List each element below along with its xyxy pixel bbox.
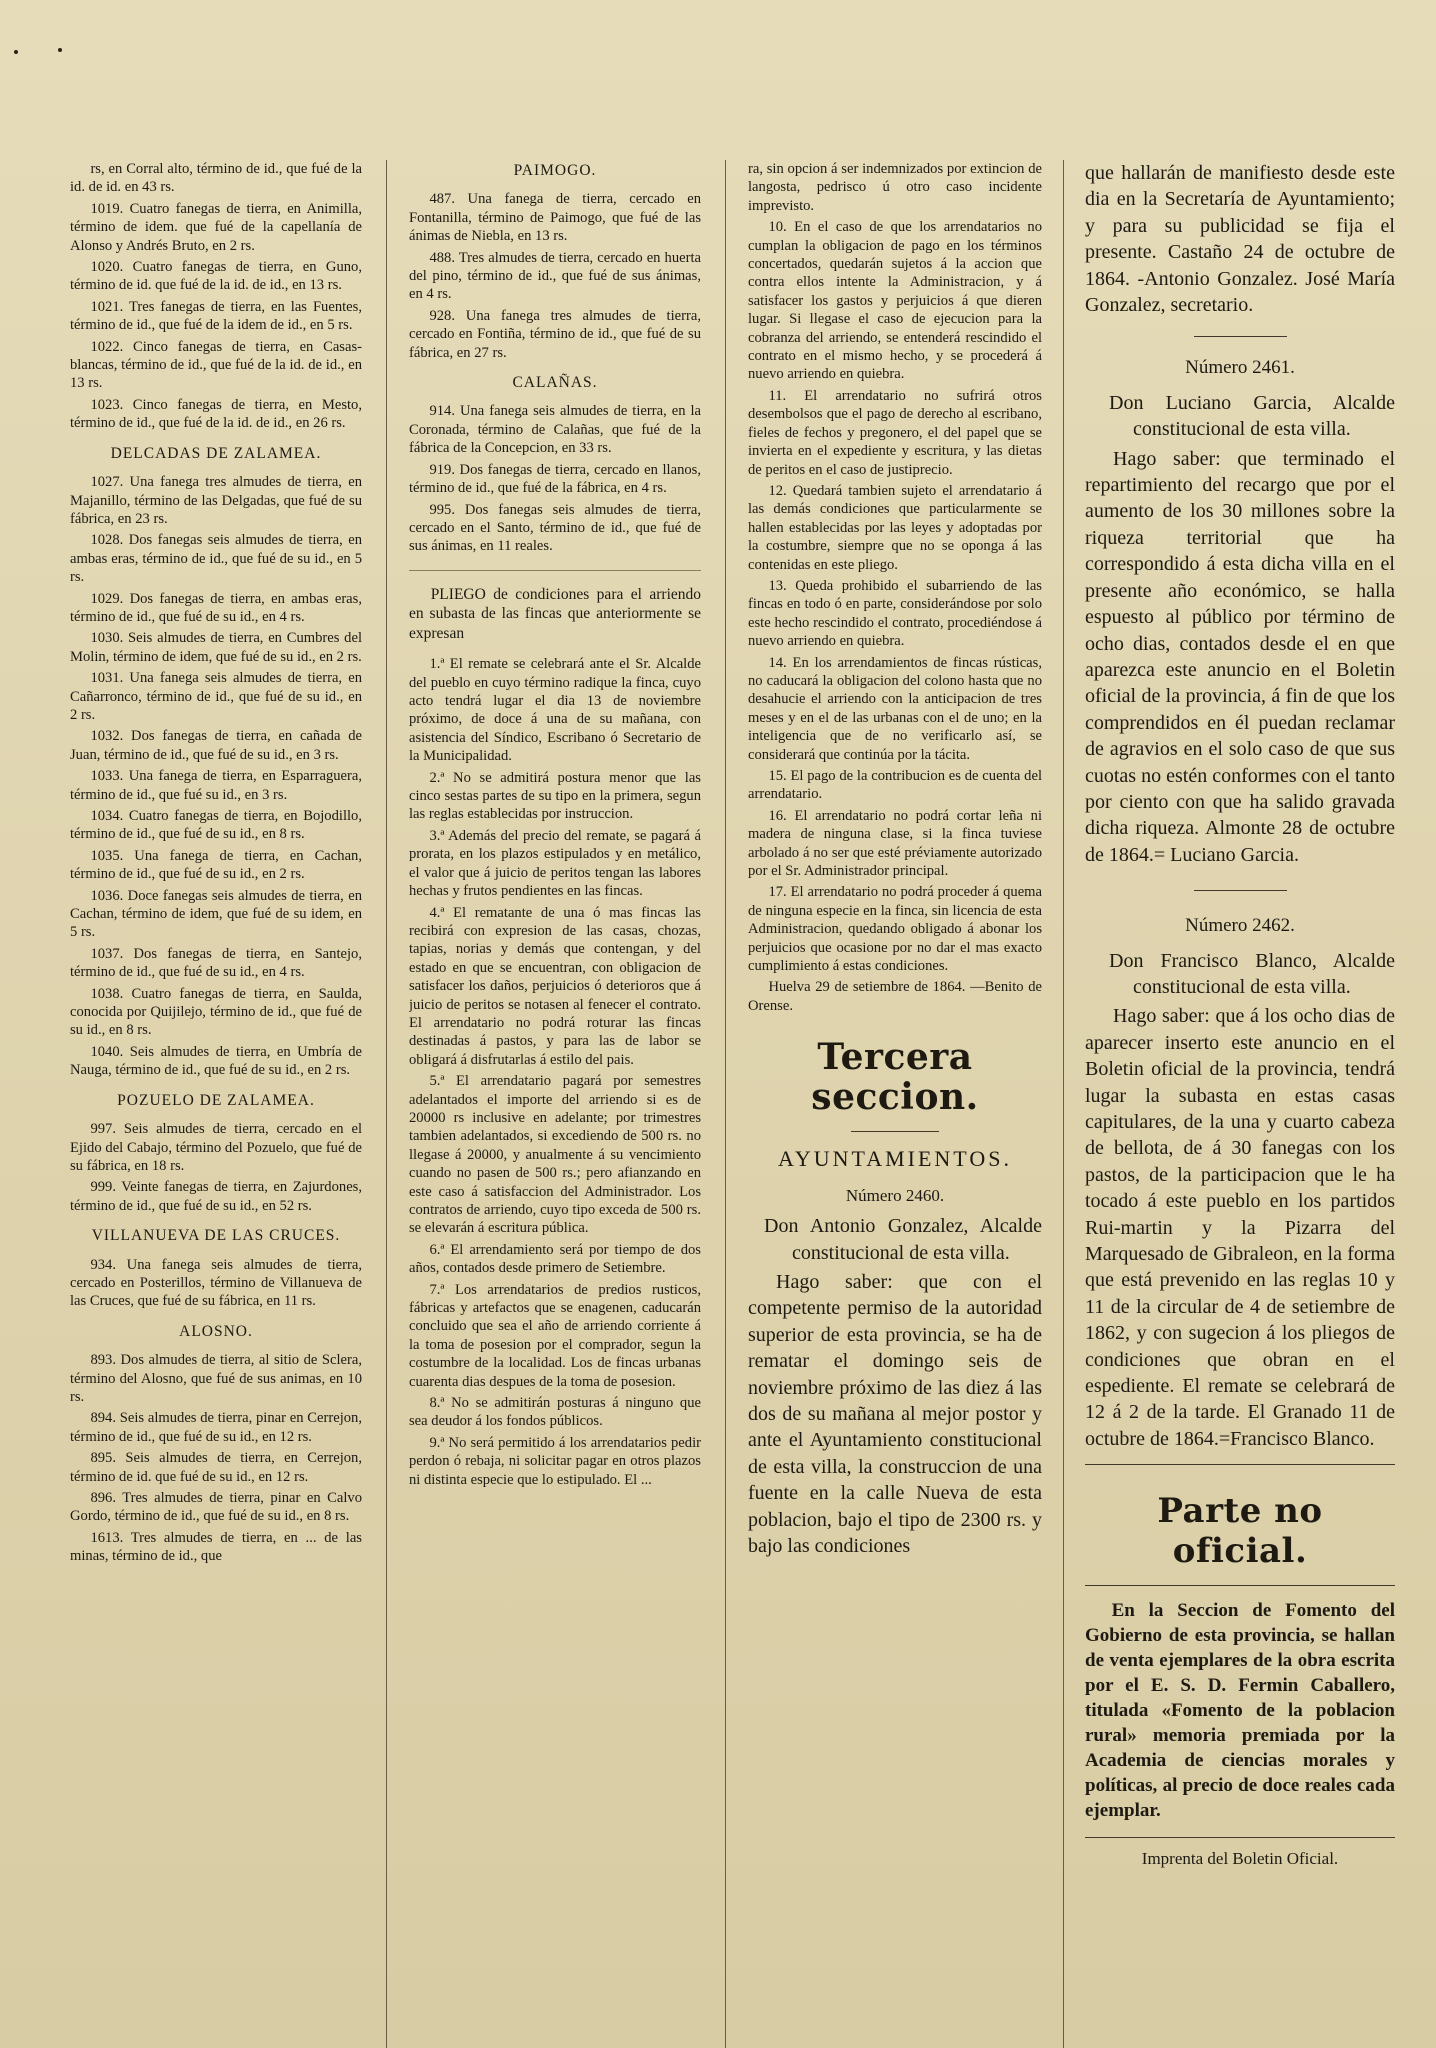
divider [1194, 890, 1287, 891]
section-subtitle: AYUNTAMIENTOS. [778, 1146, 1012, 1172]
list-item: 893. Dos almudes de tierra, al sitio de Sclera, término del Alosno, que fué de sus animas, en 10 rs. [70, 1352, 362, 1405]
notice-body: Hago saber: que con el competente permiso de la autoridad superior de esta provincia, se ha de rematar el domingo seis de noviembre próximo de las diez á las dos de su mañana al mejor postor y ante el Ayuntamiento constitucional de esta villa, la construccion de una fuente en la calle Nueva de esta poblacion, bajo el tipo de 2300 rs. y bajo las condiciones [748, 1270, 1042, 1557]
column-3 [748, 160, 1042, 2048]
printer-credit: Imprenta del Boletin Oficial. [1141, 1849, 1339, 1869]
condition-item: 4.ª El rematante de una ó mas fincas las recibirá con expresion de las casas, chozas, tapias, norias y demás que contengan, y del estado en que se encuentran, con obligacion de satisfacer los daños, perjuicios ó deterioros que á juicio de peritos se notasen al fenecer el contrato. El arrendatario no podrá roturar las fincas destinadas á pastos, y para las de labor se obligará á disfrutarlas á estilo del pais. [409, 904, 701, 1068]
notice-heading: Don Francisco Blanco, Alcalde constitucional de esta villa. [1109, 949, 1395, 998]
list-item: 488. Tres almudes de tierra, cercado en huerta del pino, término de id., que fué de sus ánimas, en 4 rs. [409, 249, 701, 303]
list-item: 1613. Tres almudes de tierra, en ... de las minas, término de id., que [70, 1529, 362, 1565]
section-heading: VILLANUEVA DE LAS CRUCES. [91, 1227, 341, 1245]
notice-body: En la Seccion de Fomento del Gobierno de esta provincia, se hallan de venta ejemplares de la obra escrita por el E. S. D. Fermin Caballero, titulada «Fomento de la poblacion rural» memoria premiada por la Academia de ciencias morales y políticas, al precio de doce reales cada ejemplar. [1085, 1600, 1395, 1822]
list-item: 928. Una fanega tres almudes de tierra, cercado en Fontiña, término de id., que fué de su fábrica, en 27 rs. [409, 307, 701, 361]
condition-item: 6.ª El arrendamiento será por tiempo de dos años, contados desde primero de Setiembre. [409, 1241, 701, 1277]
condition-item: ra, sin opcion á ser indemnizados por extincion de langosta, pedrisco ú otro caso incidente imprevisto. [748, 161, 1042, 214]
notice-body: que hallarán de manifiesto desde este dia en la Secretaría de Ayuntamiento; y para su publicidad se fija el presente. Castaño 24 de octubre de 1864. -Antonio Gonzalez. José María Gonzalez, secretario. [1085, 162, 1395, 317]
section-heading: ALOSNO. [179, 1322, 253, 1340]
section-heading: DELCADAS DE ZALAMEA. [110, 444, 322, 462]
list-item: 1021. Tres fanegas de tierra, en las Fuentes, término de id., que fué de la idem de id., en 5 rs. [70, 298, 362, 334]
list-item: 1035. Una fanega de tierra, en Cachan, término de id., que fué de su id., en 2 rs. [70, 847, 362, 883]
notice-number: Número 2462. [1185, 915, 1295, 937]
list-item: rs, en Corral alto, término de id., que fué de la id. de id. en 43 rs. [70, 161, 362, 196]
column-1 [70, 160, 362, 2048]
divider [1085, 1837, 1395, 1838]
condition-item: 12. Quedará tambien sujeto el arrendatario á las demás condiciones que particularmente se hallen establecidas por las leyes y adoptadas por la costumbre, siempre que no se oponga á las contenidas en este pliego. [748, 482, 1042, 573]
list-item: 895. Seis almudes de tierra, en Cerrejon, término de id. que fué de su id., en 12 rs. [70, 1450, 362, 1485]
list-item: 1029. Dos fanegas de tierra, en ambas eras, término de id., que fué de su id., en 4 rs. [70, 590, 362, 625]
list-item: 919. Dos fanegas de tierra, cercado en llanos, término de id., que fué de la fábrica, en 4 rs. [409, 461, 701, 497]
condition-item: 2.ª No se admitirá postura menor que las cinco sestas partes de su tipo en la primera, segun las reglas establecidas por instruccion. [409, 769, 701, 823]
divider [1085, 1464, 1395, 1465]
list-item: 934. Una fanega seis almudes de tierra, cercado en Posterillos, término de Villanueva de las Cruces, que fué de su fábrica, en 11 rs. [70, 1256, 362, 1310]
notice-body: Hago saber: que terminado el repartimiento del recargo que por el aumento de los 30 millones sobre la riqueza territorial que ha correspondido á esta dicha villa en el presente año económico, se halla espuesto al público por término de ocho dias, contados desde el en que aparezca este anuncio en el Boletin oficial de la provincia, á fin de que los comprendidos en él puedan reclamar de agravios en el solo caso de que sus cuotas no estén conformes con el tanto por ciento con que ha salido gravada dicha riqueza. Almonte 28 de octubre de 1864.= Luciano Garcia. [1085, 447, 1395, 866]
condition-item: 13. Queda prohibido el subarriendo de las fincas en todo ó en parte, considerándose por solo este hecho rescindido el contrato, procediéndose á nuevo arriendo en quiebra. [748, 577, 1042, 650]
divider [851, 1131, 939, 1132]
notice-number: Número 2460. [845, 1185, 945, 1205]
column-rule [386, 160, 387, 2048]
list-item: 1019. Cuatro fanegas de tierra, en Animilla, término de idem. que fué de la capellanía de Alonso y Andrés Bruto, en 2 rs. [70, 200, 362, 254]
notice-heading: Don Luciano Garcia, Alcalde constitucional de esta villa. [1109, 391, 1395, 441]
list-item: 1038. Cuatro fanegas de tierra, en Saulda, conocida por Quijilejo, término de id., que fué de su id., en 8 rs. [70, 985, 362, 1039]
list-item: 1027. Una fanega tres almudes de tierra, en Majanillo, término de las Delgadas, que fué de su fábrica, en 23 rs. [70, 474, 362, 527]
condition-item: 3.ª Además del precio del remate, se pagará á prorata, en los plazos estipulados y en metálico, el valor que á juicio de peritos tengan las labores hechas y frutos pendientes en las fincas. [409, 827, 701, 900]
list-item: 1022. Cinco fanegas de tierra, en Casas-blancas, término de id., que fué de la id. de id., en 13 rs. [70, 338, 362, 392]
list-item: 1023. Cinco fanegas de tierra, en Mesto, término de id., que fué de la id. de id., en 26 rs. [70, 396, 362, 432]
column-rule [725, 160, 726, 2048]
condition-item: 15. El pago de la contribucion es de cuenta del arrendatario. [748, 768, 1042, 803]
list-item: 1030. Seis almudes de tierra, en Cumbres del Molin, término de idem, que fué de su id., en 2 rs. [70, 630, 362, 665]
condition-item: 17. El arrendatario no podrá proceder á quema de ninguna especie en la finca, sin licencia de esta Administracion, quedando obligado á abonar los perjuicios que ocasione por no dar el mas exacto cumplimiento á estas condiciones. [748, 884, 1042, 975]
section-title: Parte no oficial. [1157, 1491, 1323, 1572]
list-item: 995. Dos fanegas seis almudes de tierra, cercado en el Santo, término de id., que fué de sus ánimas, en 11 reales. [409, 501, 701, 555]
condition-item: 9.ª No será permitido á los arrendatarios pedir perdon ó rebaja, ni solicitar pagar en otros plazos ni distinta especie que lo estipulado. El ... [409, 1434, 701, 1488]
condition-item: 14. En los arrendamientos de fincas rústicas, no caducará la obligacion del colono hasta que no desahucie el arriendo con la anticipacion de tres meses y en el de las urbanas con el de uno; en la inteligencia que de no verificarlo así, se considerará que continúa por la tácita. [748, 654, 1042, 763]
pliego-title: PLIEGO de condiciones para el arriendo en subasta de las fincas que anteriormente se expresan [409, 585, 701, 642]
condition-item: 1.ª El remate se celebrará ante el Sr. Alcalde del pueblo en cuyo término radique la finca, cuyo acto tendrá lugar el dia 13 de noviembre próximo, de doce á una de su mañana, con asistencia del Síndico, Escribano ó Secretario de la Municipalidad. [409, 656, 701, 765]
section-heading: PAIMOGO. [513, 162, 597, 179]
divider [409, 570, 701, 571]
condition-item: 7.ª Los arrendatarios de predios rusticos, fábricas y artefactos que se enagenen, caducarán concluido que sea el año de arriendo corriente á la toma de posesion por el comprador, segun la costumbre de la localidad. Los de fincas urbanas cuarenta dias despues de la toma de posesion. [409, 1281, 701, 1390]
condition-item: 16. El arrendatario no podrá cortar leña ni madera de ninguna clase, si la finca tuviese arbolado á no ser que esté préviamente autorizado por el Sr. Administrador principal. [748, 807, 1042, 880]
divider [1085, 1585, 1395, 1586]
list-item: 1036. Doce fanegas seis almudes de tierra, en Cachan, término de idem, que fué de su idem, en 5 rs. [70, 887, 362, 941]
notice-body: Hago saber: que á los ocho dias de aparecer inserto este anuncio en el Boletin oficial de la provincia, tendrá lugar la subasta en estas casas capitulares, de la una y cuarto cabeza de bellota, de á 30 fanegas con los pastos, de la participacion que le ha tocado á este pueblo en los partidos Rui-martin y la Pizarra del Marquesado de Gibraleon, en la forma que está prevenido en las reglas 10 y 11 de la circular de 4 de setiembre de 1862, y con sugecion á los pliegos de condiciones que obran en el espediente. El remate se celebrará de 12 á 2 de la tarde. El Granado 11 de octubre de 1864.=Francisco Blanco. [1085, 1005, 1395, 1450]
list-item: 1020. Cuatro fanegas de tierra, en Guno, término de id. que fué de la id. de id., en 13 rs. [70, 259, 362, 294]
condition-item: 5.ª El arrendatario pagará por semestres adelantados el importe del arriendo si es de 20000 rs inclusive en adelante; por trimestres tambien adelantados, si excediendo de 500 rs. no llegase á 20000, y anualmente á su vencimiento cuando no pasen de 500 rs.; pero afianzando en este caso á satisfaccion del Administrador. Los contratos de arriendo, cuyo tipo exceda de 500 rs. se elevarán á escritura pública. [409, 1073, 701, 1237]
list-item: 896. Tres almudes de tierra, pinar en Calvo Gordo, término de id., que fué de su id., en 8 rs. [70, 1490, 362, 1525]
list-item: 997. Seis almudes de tierra, cercado en el Ejido del Cabajo, término del Pozuelo, que fué de su fábrica, en 18 rs. [70, 1121, 362, 1174]
list-item: 914. Una fanega seis almudes de tierra, en la Coronada, término de Calañas, que fué de la fábrica de la Concepcion, en 33 rs. [409, 403, 701, 457]
list-item: 487. Una fanega de tierra, cercado en Fontanilla, término de Paimogo, que fué de las ánimas de Niebla, en 13 rs. [409, 191, 701, 245]
list-item: 1037. Dos fanegas de tierra, en Santejo, término de id., que fué de su id., en 4 rs. [70, 945, 362, 981]
notice-heading: Don Antonio Gonzalez, Alcalde constitucional de esta villa. [764, 1215, 1042, 1264]
column-4 [1085, 160, 1395, 2048]
section-heading: CALAÑAS. [512, 374, 598, 392]
list-item: 1033. Una fanega de tierra, en Esparraguera, término de id., que fué su id., en 3 rs. [70, 768, 362, 803]
list-item: 1028. Dos fanegas seis almudes de tierra, en ambas eras, término de id., que fué de su id., en 5 rs. [70, 532, 362, 586]
column-2 [409, 160, 701, 2048]
notice-number: Número 2461. [1185, 357, 1295, 379]
section-heading: POZUELO DE ZALAMEA. [117, 1091, 315, 1109]
condition-item: 8.ª No se admitirán posturas á ninguno que sea deudor á los fondos públicos. [409, 1395, 701, 1430]
section-title: Tercera seccion. [811, 1036, 979, 1119]
list-item: 999. Veinte fanegas de tierra, en Zajurdones, término de id., que fué de su id., en 52 rs. [70, 1179, 362, 1214]
list-item: 1040. Seis almudes de tierra, en Umbría de Nauga, término de id., que fué de su id., en 2 rs. [70, 1043, 362, 1079]
condition-item: 11. El arrendatario no sufrirá otros desembolsos que el pago de derecho al escribano, fieles de fechos y pregonero, el del papel que se invierta en el expediente y escritura, y las dietas de peritos en el caso de justiprecio. [748, 387, 1042, 478]
signature: Huelva 29 de setiembre de 1864. —Benito de Orense. [748, 979, 1042, 1014]
list-item: 1032. Dos fanegas de tierra, en cañada de Juan, término de id., que fué de su id., en 3 rs. [70, 728, 362, 763]
column-rule [1063, 160, 1064, 2048]
list-item: 1031. Una fanega seis almudes de tierra, en Cañarronco, término de id., que fué de su id., en 2 rs. [70, 670, 362, 723]
divider [1194, 336, 1287, 337]
list-item: 894. Seis almudes de tierra, pinar en Cerrejon, término de id., que fué de su id., en 12 rs. [70, 1410, 362, 1445]
condition-item: 10. En el caso de que los arrendatarios no cumplan la obligacion de pago en los términos concertados, quedarán sujetos á la accion que contra ellos intente la Administracion, y á satisfacer los gastos y perjuicios á que dieren lugar. Si llegase el caso de ejecucion para la cobranza del arriendo, se entenderá rescindido el contrato en el mismo hecho, y se procederá á nuevo arriendo en quiebra. [748, 219, 1042, 383]
list-item: 1034. Cuatro fanegas de tierra, en Bojodillo, término de id., que fué de su id., en 8 rs. [70, 808, 362, 843]
